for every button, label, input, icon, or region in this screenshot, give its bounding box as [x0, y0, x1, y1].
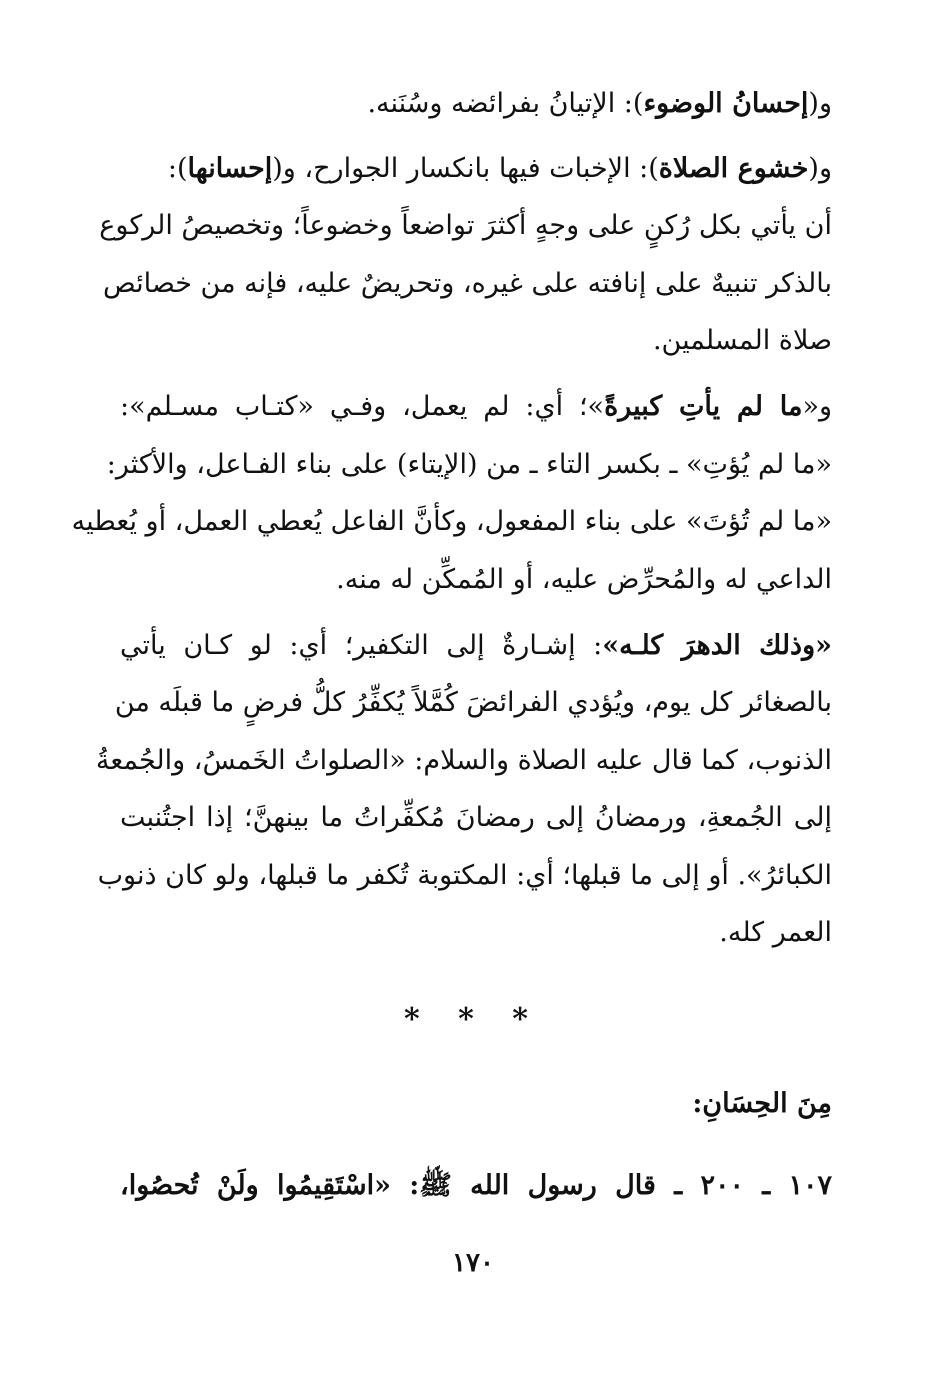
bold-term: ما لم يأتِ كبيرةً — [604, 391, 803, 422]
text-run: الذنوب، كما قال عليه الصلاة والسلام: «الصلواتُ الخَمسُ، والجُمعةُ — [95, 745, 832, 776]
text-run: العمر كله. — [719, 917, 832, 948]
bold-term: «وذلك الدهرَ كلـه» — [602, 630, 832, 661]
text-line — [120, 76, 832, 132]
text-line — [114, 675, 832, 731]
bold-term: إحسانها — [187, 153, 273, 184]
text-run: بالصغائر كل يوم، ويُؤدي الفرائضَ كُمَّلاً يُكفِّرُ كلُّ فرضٍ ما قبلَه من — [114, 687, 832, 718]
text-run: و( — [808, 88, 832, 119]
text-line — [120, 313, 832, 369]
text-line — [120, 905, 832, 961]
text-run: الكبائرُ». أو إلى ما قبلها؛ أي: المكتوبة تُكفر ما قبلها، ولو كان ذنوب — [97, 860, 832, 891]
section-heading: مِنَ الحِسَانِ: — [692, 1088, 832, 1119]
text-run: صلاة المسلمين. — [652, 325, 832, 356]
text-run: : إشـارةٌ إلى التكفير؛ أي: لو كـان يأتي — [120, 630, 603, 661]
bold-term: إحسانُ الوضوء — [643, 88, 809, 119]
text-line — [120, 790, 832, 846]
section-separator: * * * — [404, 1002, 542, 1037]
page-number: ١٧٠ — [452, 1248, 494, 1278]
text-run: ): الإخبات فيها بانكسار الجوارح، و( — [272, 153, 659, 184]
text-line — [71, 494, 832, 550]
text-line — [99, 198, 832, 254]
text-line — [120, 618, 832, 674]
hadith-line: ١٠٧ ـ ٢٠٠ ـ قال رسول الله ﷺ: «اسْتَقِيمُوا ولَنْ تُحصُوا، — [120, 1170, 832, 1201]
text-run: ): — [167, 153, 188, 184]
bold-term: خشوع الصلاة — [658, 153, 809, 184]
text-run: أن يأتي بكل رُكنٍ على وجهٍ أكثرَ تواضعاً وخضوعاً؛ وتخصيصُ الركوع — [99, 210, 832, 241]
text-line — [106, 437, 832, 493]
text-line — [97, 848, 832, 904]
text-run: «ما لم يُؤتِ» ـ بكسر التاء ـ من (الإيتاء) على بناء الفـاعل، والأكثر: — [106, 449, 832, 480]
text-line — [103, 256, 832, 312]
text-run: و( — [808, 153, 832, 184]
text-run: »؛ أي: لم يعمل، وفـي «كتـاب مسـلم»: — [120, 391, 605, 422]
text-line — [120, 379, 832, 435]
text-run: بالذكر تنبيهٌ على إنافته على غيره، وتحريضٌ عليه، فإنه من خصائص — [103, 268, 832, 299]
text-run: الداعي له والمُحرِّض عليه، أو المُمكِّن له منه. — [336, 564, 832, 595]
text-line — [120, 141, 832, 197]
text-run: و« — [802, 391, 832, 422]
text-run: ): الإتيانُ بفرائضه وسُنَنه. — [367, 88, 644, 119]
text-run: إلى الجُمعةِ، ورمضانُ إلى رمضانَ مُكفِّراتُ ما بينهنَّ؛ إذا اجتُنبت — [120, 802, 832, 833]
text-line — [120, 552, 832, 608]
text-run: «ما لم تُؤتَ» على بناء المفعول، وكأنَّ الفاعل يُعطي العمل، أو يُعطيه — [71, 506, 832, 537]
text-line — [95, 733, 832, 789]
